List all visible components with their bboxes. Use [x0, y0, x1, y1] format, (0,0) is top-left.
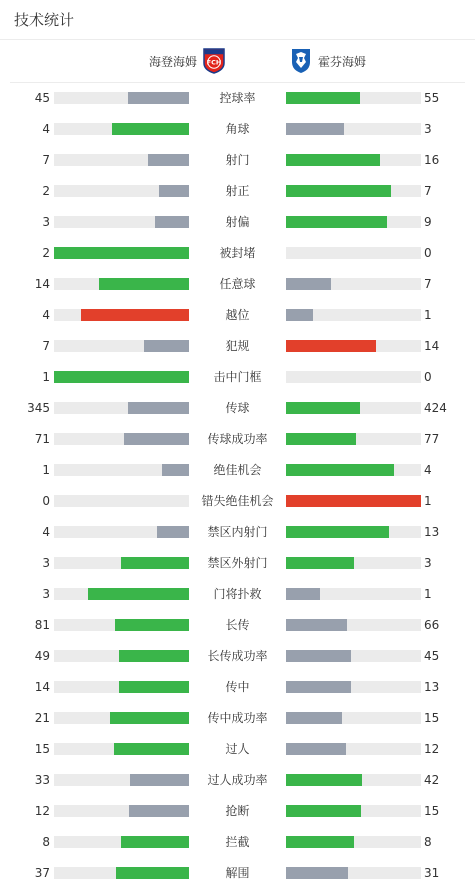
home-stat-value: 33 — [34, 773, 50, 787]
away-stat-value: 14 — [424, 339, 440, 353]
home-stat-bar — [54, 774, 189, 786]
stat-row — [0, 145, 475, 176]
stat-row — [0, 300, 475, 331]
stat-label: 任意球 — [219, 277, 256, 291]
away-stat-bar — [286, 402, 421, 414]
home-stat-bar — [54, 743, 189, 755]
away-stat-bar-fill — [286, 216, 387, 228]
stat-row — [0, 579, 475, 610]
away-stat-value: 0 — [424, 370, 432, 384]
stat-label: 拦截 — [225, 835, 250, 849]
home-stat-value: 37 — [34, 866, 50, 880]
home-stat-bar — [54, 371, 189, 383]
away-stat-bar — [286, 371, 421, 383]
home-stat-bar — [54, 216, 189, 228]
home-stat-bar-fill — [110, 712, 189, 724]
home-stat-value: 12 — [34, 804, 50, 818]
away-stat-bar — [286, 557, 421, 569]
home-stat-bar-fill — [159, 185, 189, 197]
home-stat-value: 3 — [42, 587, 50, 601]
home-stat-bar — [54, 588, 189, 600]
away-team[interactable] — [290, 40, 366, 82]
away-stat-bar-fill — [286, 619, 347, 631]
away-stat-value: 7 — [424, 184, 432, 198]
stat-row — [0, 207, 475, 238]
home-stat-bar — [54, 433, 189, 445]
hoffenheim-crest-icon — [290, 48, 312, 74]
home-stat-bar — [54, 836, 189, 848]
home-stat-value: 81 — [34, 618, 50, 632]
away-stat-value: 45 — [424, 649, 440, 663]
away-stat-bar-fill — [286, 743, 346, 755]
away-stat-bar-fill — [286, 402, 360, 414]
home-stat-value: 2 — [42, 246, 50, 260]
stat-label: 过人 — [225, 742, 250, 756]
svg-text:FCH: FCH — [206, 58, 222, 67]
home-stat-bar — [54, 278, 189, 290]
home-stat-bar — [54, 123, 189, 135]
home-stat-bar-fill — [129, 805, 189, 817]
away-stat-value: 4 — [424, 463, 432, 477]
heidenheim-crest-icon — [203, 48, 225, 74]
away-stat-value: 12 — [424, 742, 440, 756]
home-stat-bar — [54, 712, 189, 724]
home-stat-value: 14 — [34, 680, 50, 694]
away-stat-bar — [286, 340, 421, 352]
away-stat-bar-fill — [286, 154, 380, 166]
away-stat-value: 3 — [424, 122, 432, 136]
home-stat-value: 0 — [42, 494, 50, 508]
away-stat-value: 31 — [424, 866, 440, 880]
home-stat-bar-fill — [114, 743, 189, 755]
stat-label: 过人成功率 — [207, 773, 268, 787]
home-stat-value: 15 — [34, 742, 50, 756]
away-stat-value: 1 — [424, 308, 432, 322]
home-stat-bar — [54, 867, 189, 879]
home-stat-value: 2 — [42, 184, 50, 198]
home-stat-bar-fill — [119, 681, 189, 693]
home-stat-bar-fill — [130, 774, 189, 786]
away-stat-bar-fill — [286, 92, 360, 104]
stat-label: 长传成功率 — [207, 649, 268, 663]
home-stat-value: 4 — [42, 525, 50, 539]
away-stat-bar-fill — [286, 557, 354, 569]
stat-row — [0, 238, 475, 269]
away-stat-bar — [286, 712, 421, 724]
home-stat-value: 1 — [42, 463, 50, 477]
home-stat-value: 4 — [42, 308, 50, 322]
away-team-name: 霍芬海姆 — [318, 54, 367, 69]
away-stat-value: 16 — [424, 153, 440, 167]
stat-row — [0, 610, 475, 641]
stat-label: 射偏 — [225, 215, 250, 229]
stat-label: 禁区内射门 — [207, 525, 268, 539]
stat-row — [0, 331, 475, 362]
stat-label: 绝佳机会 — [213, 463, 262, 477]
home-stat-bar — [54, 154, 189, 166]
home-stat-bar — [54, 681, 189, 693]
away-stat-value: 15 — [424, 711, 440, 725]
home-stat-bar-fill — [124, 433, 189, 445]
stat-label: 抢断 — [225, 804, 250, 818]
stat-label: 射正 — [225, 184, 250, 198]
home-stat-value: 345 — [27, 401, 50, 415]
away-stat-bar-fill — [286, 309, 313, 321]
away-stat-bar-fill — [286, 433, 356, 445]
home-stat-value: 14 — [34, 277, 50, 291]
stat-label: 传中 — [225, 680, 250, 694]
home-stat-bar-fill — [144, 340, 189, 352]
away-stat-bar — [286, 247, 421, 259]
home-stat-bar-fill — [99, 278, 189, 290]
home-stat-bar — [54, 309, 189, 321]
away-stat-value: 66 — [424, 618, 440, 632]
home-stat-bar-fill — [119, 650, 189, 662]
home-stat-bar-fill — [121, 557, 189, 569]
home-stat-bar-fill — [81, 309, 189, 321]
stat-label: 长传 — [225, 618, 250, 632]
home-stat-value: 3 — [42, 215, 50, 229]
away-stat-value: 7 — [424, 277, 432, 291]
away-stat-bar — [286, 185, 421, 197]
stat-row — [0, 424, 475, 455]
home-stat-value: 45 — [34, 91, 50, 105]
home-stat-bar-fill — [88, 588, 189, 600]
home-stat-value: 7 — [42, 153, 50, 167]
away-stat-bar — [286, 495, 421, 507]
away-stat-value: 424 — [424, 401, 447, 415]
away-stat-bar-fill — [286, 805, 361, 817]
stat-row — [0, 362, 475, 393]
home-stat-bar-fill — [128, 92, 189, 104]
home-stat-bar — [54, 805, 189, 817]
home-stat-bar — [54, 464, 189, 476]
stat-label: 犯规 — [225, 339, 250, 353]
home-stat-bar-fill — [148, 154, 189, 166]
home-stat-bar — [54, 557, 189, 569]
away-stat-bar-fill — [286, 588, 320, 600]
stat-row — [0, 114, 475, 145]
stat-label: 传中成功率 — [207, 711, 268, 725]
stat-row — [0, 672, 475, 703]
stat-label: 错失绝佳机会 — [201, 494, 274, 508]
away-stat-bar-fill — [286, 526, 389, 538]
away-stat-bar — [286, 216, 421, 228]
away-stat-bar-fill — [286, 836, 354, 848]
stat-label: 被封堵 — [219, 246, 256, 260]
home-stat-bar — [54, 247, 189, 259]
stat-row — [0, 765, 475, 796]
stat-row — [0, 455, 475, 486]
home-stat-bar-fill — [115, 619, 189, 631]
home-stat-bar-fill — [116, 867, 189, 879]
home-stat-value: 1 — [42, 370, 50, 384]
away-stat-bar-fill — [286, 185, 391, 197]
away-stat-value: 1 — [424, 587, 432, 601]
stat-row — [0, 393, 475, 424]
home-stat-value: 8 — [42, 835, 50, 849]
home-stat-bar — [54, 340, 189, 352]
away-stat-value: 15 — [424, 804, 440, 818]
away-stat-bar — [286, 588, 421, 600]
home-stat-value: 21 — [34, 711, 50, 725]
away-stat-bar — [286, 92, 421, 104]
stat-row — [0, 83, 475, 114]
away-stat-value: 9 — [424, 215, 432, 229]
away-stat-bar — [286, 743, 421, 755]
stat-row — [0, 517, 475, 548]
home-stat-value: 7 — [42, 339, 50, 353]
home-stat-bar-fill — [128, 402, 189, 414]
home-stat-value: 4 — [42, 122, 50, 136]
home-stat-bar — [54, 185, 189, 197]
home-stat-bar-fill — [54, 371, 189, 383]
home-stat-bar-fill — [162, 464, 189, 476]
stat-row — [0, 176, 475, 207]
away-stat-bar — [286, 433, 421, 445]
home-stat-bar — [54, 619, 189, 631]
away-stat-value: 0 — [424, 246, 432, 260]
stat-row — [0, 486, 475, 517]
away-stat-bar — [286, 681, 421, 693]
stat-label: 越位 — [225, 308, 250, 322]
away-stat-bar — [286, 154, 421, 166]
home-stat-bar — [54, 650, 189, 662]
home-stat-bar — [54, 402, 189, 414]
stat-row — [0, 796, 475, 827]
away-stat-bar-fill — [286, 774, 362, 786]
away-stat-bar-fill — [286, 867, 348, 879]
away-stat-bar-fill — [286, 681, 351, 693]
stat-label: 击中门框 — [213, 370, 262, 384]
stat-label: 角球 — [225, 122, 250, 136]
away-stat-value: 55 — [424, 91, 440, 105]
stat-label: 传球成功率 — [207, 432, 268, 446]
away-stat-bar-fill — [286, 495, 421, 507]
away-stat-bar-fill — [286, 712, 342, 724]
away-stat-bar — [286, 774, 421, 786]
stat-label: 传球 — [225, 401, 250, 415]
stat-row — [0, 548, 475, 579]
away-stat-bar — [286, 278, 421, 290]
away-stat-value: 1 — [424, 494, 432, 508]
home-stat-bar-fill — [155, 216, 189, 228]
page-title: 技术统计 — [0, 0, 475, 40]
away-stat-value: 13 — [424, 680, 440, 694]
away-stat-value: 13 — [424, 525, 440, 539]
away-stat-bar-fill — [286, 650, 351, 662]
away-stat-value: 77 — [424, 432, 440, 446]
away-stat-value: 8 — [424, 835, 432, 849]
away-stat-bar — [286, 619, 421, 631]
home-stat-bar-fill — [157, 526, 189, 538]
stat-label: 射门 — [225, 153, 250, 167]
home-team-name: 海登海姆 — [148, 54, 197, 69]
away-stat-bar-fill — [286, 123, 344, 135]
home-stat-value: 49 — [34, 649, 50, 663]
stat-label: 控球率 — [219, 91, 256, 105]
away-stat-bar-fill — [286, 278, 331, 290]
away-stat-bar — [286, 464, 421, 476]
away-stat-bar-fill — [286, 464, 394, 476]
away-stat-bar — [286, 836, 421, 848]
away-stat-bar — [286, 650, 421, 662]
home-stat-bar-fill — [121, 836, 189, 848]
away-stat-bar — [286, 526, 421, 538]
away-stat-bar-fill — [286, 340, 376, 352]
away-stat-value: 3 — [424, 556, 432, 570]
stat-row — [0, 641, 475, 672]
stats-list — [0, 83, 475, 888]
home-stat-bar — [54, 526, 189, 538]
home-stat-bar — [54, 495, 189, 507]
home-team[interactable] — [149, 40, 225, 82]
home-stat-value: 71 — [34, 432, 50, 446]
stat-row — [0, 269, 475, 300]
away-stat-value: 42 — [424, 773, 440, 787]
stat-label: 门将扑救 — [213, 587, 262, 601]
away-stat-bar — [286, 867, 421, 879]
home-stat-bar-fill — [112, 123, 189, 135]
stat-label: 解围 — [225, 866, 250, 880]
home-stat-value: 3 — [42, 556, 50, 570]
home-stat-bar-fill — [54, 247, 189, 259]
away-stat-bar — [286, 123, 421, 135]
stat-row — [0, 703, 475, 734]
stat-row — [0, 858, 475, 888]
home-stat-bar — [54, 92, 189, 104]
stat-row — [0, 734, 475, 765]
teams-header — [10, 40, 465, 83]
stat-row — [0, 827, 475, 858]
stat-label: 禁区外射门 — [207, 556, 268, 570]
away-stat-bar — [286, 805, 421, 817]
away-stat-bar — [286, 309, 421, 321]
